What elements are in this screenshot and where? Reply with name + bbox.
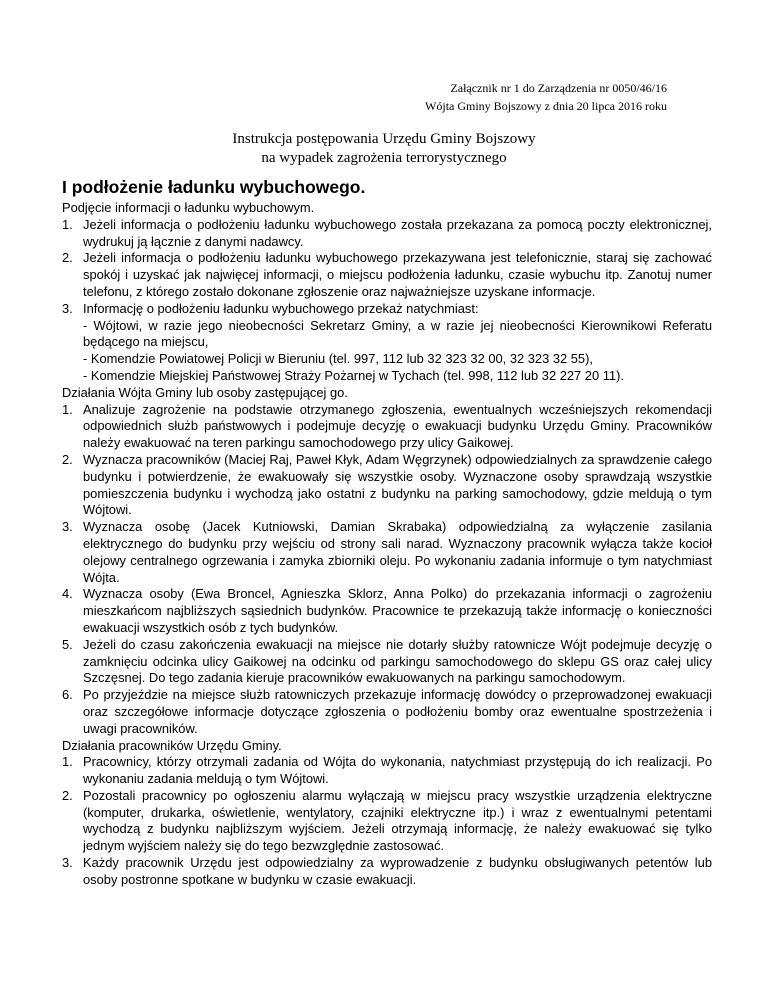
- notify-wojt-line: - Wójtowi, w razie jego nieobecności Sekretarz Gminy, a w razie jej nieobecności Kierownikowi Referatu będącego na miejscu,: [83, 317, 712, 350]
- information-steps-list: [62, 217, 712, 385]
- list-item-text: Wyznacza osobę (Jacek Kutniowski, Damian Skrabaka) odpowiedzialną za wyłączenie zasilania elektrycznego do budynku przy wejściu od strony sali narad. Wyznaczony pracownik wyłącza także kocioł olejowy centralnego ogrzewania i zamyka zbiorniki oleju. Po wykonaniu zadania informuje o tym natychmiast Wójta.: [83, 519, 712, 585]
- list-item-text: Wyznacza pracowników (Maciej Raj, Paweł Kłyk, Adam Węgrzynek) odpowiedzialnych za sprawdzenie całego budynku i potwierdzenie, że ewakuowały się wszystkie osoby. Wyznaczone osoby sprawdzają wszystkie pomieszczenia budynku i wychodzą jako ostatni z budynku na parking samochodowy, gdzie meldują o tym Wójtowi.: [83, 451, 712, 518]
- title-line-1: Instrukcja postępowania Urzędu Gminy Bojszowy: [232, 131, 536, 147]
- list-item-text: Analizuje zagrożenie na podstawie otrzymanego zgłoszenia, ewentualnych wcześniejszych rekomendacji odpowiednich służb państwowych i podejmuje decyzję o ewakuacji budynku Urzędu Gminy. Pracowników należy ewakuować na teren parkingu samochodowego przy ulicy Gaikowej.: [83, 401, 712, 451]
- list-item-text: Jeżeli informacja o podłożeniu ładunku wybuchowego została przekazana za pomocą poczty elektronicznej, wydrukuj ją łącznie z danymi nadawcy.: [83, 216, 712, 249]
- list-item-text: Pracownicy, którzy otrzymali zadania od Wójta do wykonania, natychmiast przystępują do ich realizacji. Po wykonaniu zadania meldują o tym Wójtowi.: [83, 754, 712, 787]
- document-title: [0, 130, 768, 168]
- employees-actions-heading: Działania pracowników Urzędu Gminy.: [62, 737, 282, 753]
- wojt-actions-heading: Działania Wójta Gminy lub osoby zastępującej go.: [62, 384, 348, 400]
- list-item-text: Po przyjeździe na miejsce służb ratowniczych przekazuje informację dowódcy o przeprowadzonej ewakuacji oraz szczegółowe informacje dotyczące zgłoszenia o podłożeniu bomby oraz ewentualne spostrzeżenia i uwagi pracowników.: [83, 687, 712, 736]
- section-heading: I podłożenie ładunku wybuchowego.: [62, 177, 366, 197]
- list-item: [62, 855, 712, 889]
- notify-police-line: - Komendzie Powiatowej Policji w Bieruniu (tel. 997, 112 lub 32 323 32 00, 32 323 32 55),: [83, 351, 593, 367]
- wojt-actions-list: [62, 402, 712, 738]
- employees-actions-list: [62, 754, 712, 888]
- list-item: [62, 217, 712, 251]
- list-item-text: Jeżeli informacja o podłożeniu ładunku wybuchowego przekazywana jest telefonicznie, staraj się zachować spokój i uzyskać jak najwięcej informacji, o miejscu podłożenia ładunku, czasie wybuchu itp. Zanotuj numer telefonu, z którego zostało dokonane zgłoszenie oraz najważniejsze uzyskane informacje.: [83, 250, 712, 299]
- list-item: [62, 250, 712, 300]
- list-item-number: 3.: [62, 300, 73, 316]
- list-item-number: 6.: [62, 687, 73, 703]
- attachment-line-1: Załącznik nr 1 do Zarządzenia nr 0050/46/16: [450, 81, 667, 95]
- attachment-line-2: Wójta Gminy Bojszowy z dnia 20 lipca 2016 roku: [425, 99, 667, 113]
- list-item-number: 5.: [62, 636, 73, 652]
- list-item-number: 1.: [62, 754, 73, 770]
- list-item-number: 1.: [62, 216, 73, 232]
- list-item: [62, 452, 712, 519]
- list-item: [62, 754, 712, 788]
- list-item-number: 3.: [62, 519, 73, 535]
- list-item: [62, 301, 712, 385]
- list-item-text: Informację o podłożeniu ładunku wybuchowego przekaż natychmiast:: [83, 300, 479, 316]
- list-item: [62, 637, 712, 687]
- list-item-text: Pozostali pracownicy po ogłoszeniu alarmu wyłączają w miejscu pracy wszystkie urządzenia elektryczne (komputer, drukarka, oświetlenie, wentylatory, czajniki elektryczne itp.) i wraz z ewentualnymi petentami wychodzą z budynku najbliższym wyjściem. Jeżeli otrzymają informację, że należy ewakuować się tylko jednym wyjściem należy się do tego bezwzględnie zastosować.: [83, 787, 712, 854]
- list-item-text: Wyznacza osoby (Ewa Broncel, Agnieszka Sklorz, Anna Polko) do przekazania informacji o zagrożeniu mieszkańcom najbliższych sąsiednich budynków. Pracownice te przekazują także informację o konieczności ewakuacji wszystkich osób z tych budynków.: [83, 586, 712, 635]
- list-item-number: 3.: [62, 855, 73, 871]
- intro-paragraph: Podjęcie informacji o ładunku wybuchowym.: [62, 200, 315, 215]
- list-item: [62, 788, 712, 855]
- list-item: [62, 519, 712, 586]
- attachment-note: [425, 79, 667, 115]
- title-line-2: na wypadek zagrożenia terrorystycznego: [261, 150, 507, 166]
- list-item-number: 2.: [62, 787, 73, 803]
- list-item-number: 2.: [62, 451, 73, 467]
- notify-fire-brigade-line: - Komendzie Miejskiej Państwowej Straży Pożarnej w Tychach (tel. 998, 112 lub 32 227 20 11).: [83, 367, 624, 383]
- list-item-number: 2.: [62, 250, 73, 266]
- list-item: [62, 402, 712, 452]
- list-item: [62, 586, 712, 636]
- list-item-number: 4.: [62, 586, 73, 602]
- list-item-number: 1.: [62, 401, 73, 417]
- list-item-text: Każdy pracownik Urzędu jest odpowiedzialny za wyprowadzenie z budynku obsługiwanych petentów lub osoby postronne spotkane w budynku w czasie ewakuacji.: [83, 855, 712, 887]
- list-item: [62, 687, 712, 737]
- list-item-text: Jeżeli do czasu zakończenia ewakuacji na miejsce nie dotarły służby ratownicze Wójt podejmuje decyzję o zamknięciu odcinka ulicy Gaikowej na odcinku od parkingu samochodowego do sklepu GS oraz całej ulicy Szczęsnej. Do tego zadania kieruje pracowników ewakuowanych na parkingu samochodowym.: [83, 636, 712, 686]
- document-body: [62, 176, 712, 889]
